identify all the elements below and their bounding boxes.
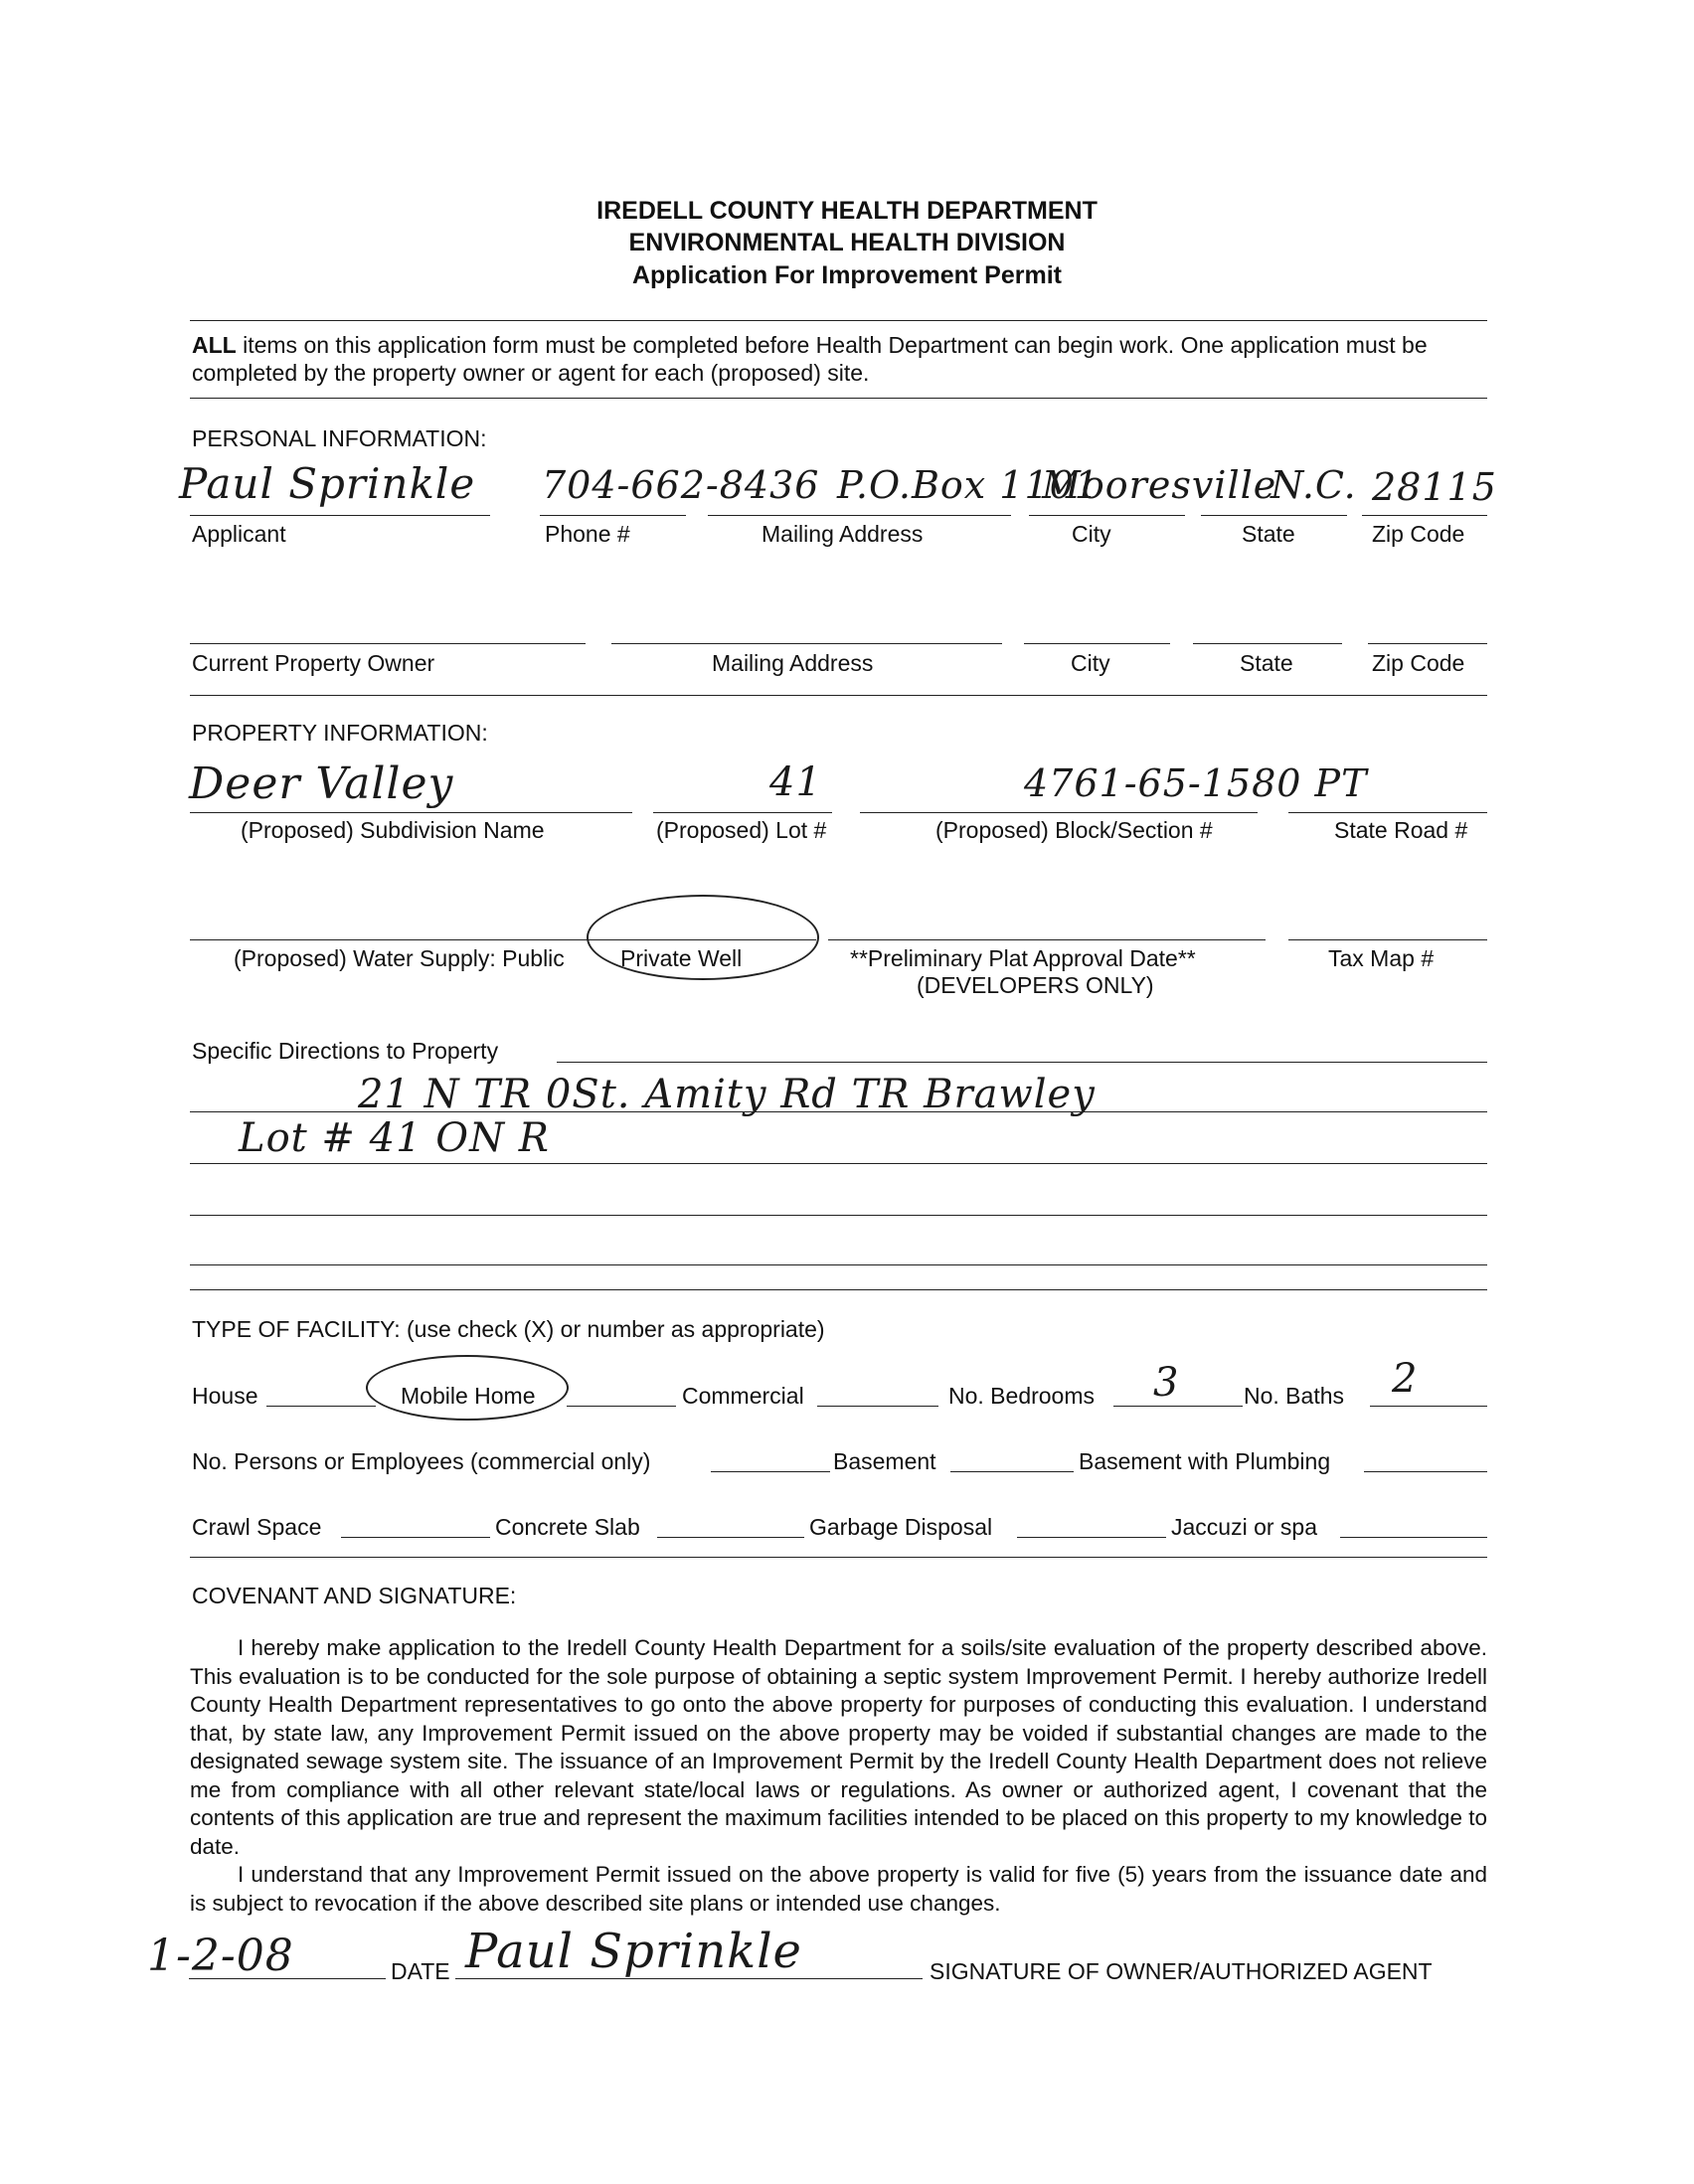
slab-label: Concrete Slab	[495, 1514, 640, 1540]
directions-line-3	[190, 1215, 1487, 1216]
subdivision-value[interactable]: Deer Valley	[189, 758, 454, 809]
crawl-label: Crawl Space	[192, 1514, 322, 1540]
owner-zip-line	[1368, 643, 1487, 644]
bedrooms-value[interactable]: 3	[1153, 1360, 1180, 1406]
crawl-line	[341, 1537, 490, 1538]
lot-value[interactable]: 41	[769, 759, 822, 805]
basement-plumbing-label: Basement with Plumbing	[1079, 1448, 1331, 1474]
mailing-value[interactable]: P.O.Box 1101	[837, 463, 1100, 507]
bedrooms-label: No. Bedrooms	[948, 1383, 1096, 1409]
phone-line	[540, 515, 686, 516]
city-line	[1029, 515, 1185, 516]
applicant-line	[190, 515, 490, 516]
jacuzzi-line	[1340, 1537, 1487, 1538]
header-subtitle: Application For Improvement Permit	[631, 261, 1062, 289]
garbage-line	[1017, 1537, 1166, 1538]
subdivision-label: (Proposed) Subdivision Name	[241, 817, 545, 843]
block-value[interactable]: 4761-65-1580 PT	[1024, 761, 1368, 805]
block-label: (Proposed) Block/Section #	[935, 817, 1213, 843]
directions-line-4	[190, 1264, 1487, 1265]
owner-mailing-label: Mailing Address	[712, 650, 874, 676]
state-label: State	[1242, 521, 1295, 547]
owner-mailing-line	[611, 643, 1002, 644]
basement-label: Basement	[833, 1448, 936, 1474]
basement-line	[950, 1471, 1074, 1472]
directions-line-1	[190, 1111, 1487, 1112]
date-line	[189, 1978, 386, 1979]
owner-bottom-rule	[190, 695, 1487, 696]
city-label: City	[1072, 521, 1111, 547]
property-heading: PROPERTY INFORMATION:	[192, 720, 488, 746]
house-label: House	[192, 1383, 258, 1409]
header-division: ENVIRONMENTAL HEALTH DIVISION	[628, 229, 1066, 256]
facility-heading: TYPE OF FACILITY: (use check (X) or number as appropriate)	[192, 1316, 825, 1342]
owner-city-label: City	[1071, 650, 1110, 676]
plat-sublabel: (DEVELOPERS ONLY)	[917, 972, 1154, 998]
directions-value-2[interactable]: Lot # 41 ON R	[239, 1115, 550, 1161]
applicant-value[interactable]: Paul Sprinkle	[179, 459, 476, 508]
signature-value[interactable]: Paul Sprinkle	[465, 1924, 802, 1979]
lot-line	[653, 812, 832, 813]
block-line	[860, 812, 1258, 813]
covenant-paragraph-2: I understand that any Improvement Permit issued on the above property is valid for five (5) years from the issuance date and is subject to revocation if the above described site plans or intended use changes.	[190, 1862, 1487, 1916]
road-label: State Road #	[1334, 817, 1468, 843]
personal-heading: PERSONAL INFORMATION:	[192, 425, 487, 451]
lot-label: (Proposed) Lot #	[656, 817, 827, 843]
top-rule	[190, 320, 1487, 321]
plat-line	[828, 939, 1266, 940]
taxmap-line	[1288, 939, 1487, 940]
owner-state-line	[1193, 643, 1342, 644]
directions-label: Specific Directions to Property	[192, 1038, 499, 1064]
zip-label: Zip Code	[1372, 521, 1465, 547]
facility-bottom-rule	[190, 1557, 1487, 1558]
owner-zip-label: Zip Code	[1372, 650, 1465, 676]
mobile-home-circle	[366, 1355, 569, 1421]
commercial-line	[817, 1406, 938, 1407]
date-label: DATE	[391, 1958, 450, 1984]
city-value[interactable]: Mooresville	[1042, 463, 1277, 507]
owner-line	[190, 643, 586, 644]
covenant-paragraph-1: I hereby make application to the Iredell County Health Department for a soils/site evaluation of the property described above. This evaluation is to be conducted for the sole purpose of obtaining a septic system Improvement Permit. I hereby authorize Iredell County Health Department representatives to go onto the above property for purposes of conducting this evaluation. I understand that, by state law, any Improvement Permit issued on the above property may be voided if substantial changes are made to the designated sewage system site. The issuance of an Improvement Permit by the Iredell County Health Department does not relieve me from compliance with all other relevant state/local laws or regulations. As owner or authorized agent, I covenant that the contents of this application are true and represent the maximum facilities intended to be placed on this property to my knowledge to date.	[190, 1635, 1487, 1859]
private-well-circle	[587, 895, 819, 980]
taxmap-label: Tax Map #	[1328, 945, 1435, 971]
owner-state-label: State	[1240, 650, 1293, 676]
water-label: (Proposed) Water Supply: Public	[234, 945, 565, 971]
house-line	[266, 1406, 376, 1407]
date-value[interactable]: 1-2-08	[147, 1931, 294, 1981]
road-line	[1288, 812, 1487, 813]
persons-line	[711, 1471, 830, 1472]
slab-line	[657, 1537, 804, 1538]
garbage-label: Garbage Disposal	[809, 1514, 993, 1540]
bedrooms-line	[1113, 1406, 1243, 1407]
private-well-label: Private Well	[620, 945, 743, 971]
owner-city-line	[1024, 643, 1170, 644]
directions-line-0	[557, 1062, 1487, 1063]
covenant-body	[190, 1634, 1487, 1918]
zip-value[interactable]: 28115	[1372, 465, 1497, 509]
persons-label: No. Persons or Employees (commercial only)	[192, 1448, 651, 1474]
zip-line	[1362, 515, 1487, 516]
signature-line	[455, 1978, 923, 1979]
phone-value[interactable]: 704-662-8436	[542, 463, 820, 507]
state-value[interactable]: N.C.	[1270, 463, 1357, 507]
baths-value[interactable]: 2	[1392, 1356, 1419, 1402]
mailing-line	[708, 515, 1011, 516]
directions-value-1[interactable]: 21 N TR 0St. Amity Rd TR Brawley	[358, 1072, 1096, 1117]
owner-label: Current Property Owner	[192, 650, 435, 676]
intro-rule	[190, 398, 1487, 399]
plat-label: **Preliminary Plat Approval Date**	[850, 945, 1196, 971]
signature-label: SIGNATURE OF OWNER/AUTHORIZED AGENT	[930, 1958, 1433, 1984]
jacuzzi-label: Jaccuzi or spa	[1171, 1514, 1318, 1540]
mobile-line	[567, 1406, 676, 1407]
mailing-label: Mailing Address	[762, 521, 924, 547]
subdivision-line	[190, 812, 632, 813]
mobile-home-label: Mobile Home	[401, 1383, 536, 1409]
intro-text: ALL items on this application form must be completed before Health Department can begin work. One application must be completed by the property owner or agent for each (proposed) site.	[192, 332, 1428, 386]
header-title: IREDELL COUNTY HEALTH DEPARTMENT	[596, 197, 1098, 225]
phone-label: Phone #	[545, 521, 630, 547]
baths-label: No. Baths	[1244, 1383, 1344, 1409]
covenant-heading: COVENANT AND SIGNATURE:	[192, 1583, 517, 1608]
directions-line-5	[190, 1289, 1487, 1290]
applicant-label: Applicant	[192, 521, 286, 547]
state-line	[1201, 515, 1347, 516]
directions-line-2	[190, 1163, 1487, 1164]
basement-plumbing-line	[1364, 1471, 1487, 1472]
baths-line	[1370, 1406, 1487, 1407]
commercial-label: Commercial	[682, 1383, 804, 1409]
